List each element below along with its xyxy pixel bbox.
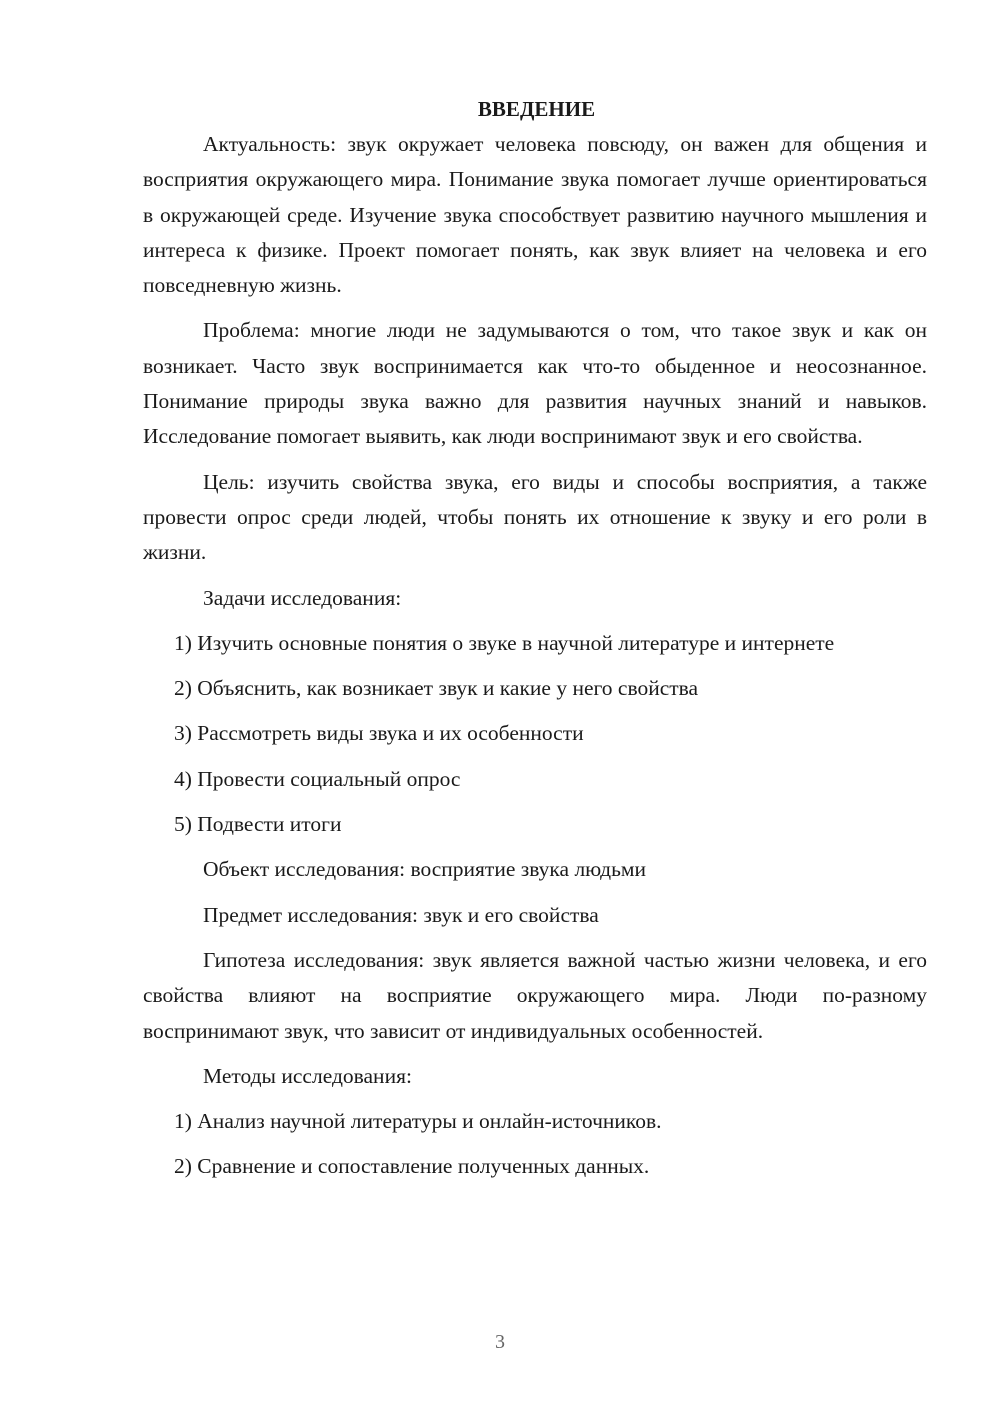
research-object: Объект исследования: восприятие звука людьми [203,857,647,882]
problem-paragraph: Проблема: многие люди не задумываются о том, что такое звук и как он возникает. Часто звук воспринимается как что-то обыденное и неосознанное. Понимание природы звука важно для развития научных знаний и навыков. Исследование помогает выявить, как люди воспринимают звук и его свойства. [143,318,927,449]
task-item-3: 3) Рассмотреть виды звука и их особенности [174,721,584,746]
goal-paragraph: Цель: изучить свойства звука, его виды и способы восприятия, а также провести опрос среди людей, чтобы понять их отношение к звуку и его роли в жизни. [143,469,927,565]
method-item-2: 2) Сравнение и сопоставление полученных данных. [174,1154,650,1179]
task-item-4: 4) Провести социальный опрос [174,766,461,791]
research-subject: Предмет исследования: звук и его свойства [203,902,599,927]
task-item-5: 5) Подвести итоги [174,812,342,837]
document-page [143,92,927,1185]
hypothesis-paragraph: Гипотеза исследования: звук является важной частью жизни человека, и его свойства влияют на восприятие окружающего мира. Люди по-разному воспринимают звук, что зависит от индивидуальных особенностей. [143,947,927,1043]
task-item-1: 1) Изучить основные понятия о звуке в научной литературе и интернете [174,630,835,655]
task-item-2: 2) Объяснить, как возникает звук и какие у него свойства [174,676,699,701]
section-title: ВВЕДЕНИЕ [477,97,596,121]
page-number: 3 [495,1331,505,1353]
relevance-paragraph: Актуальность: звук окружает человека повсюду, он важен для общения и восприятия окружающего мира. Понимание звука помогает лучше ориентироваться в окружающей среде. Изучение звука способствует развитию научного мышления и интереса к физике. Проект помогает понять, как звук влияет на человека и его повседневную жизнь. [143,132,927,298]
tasks-heading: Задачи исследования: [203,585,402,610]
methods-heading: Методы исследования: [203,1063,412,1088]
method-item-1: 1) Анализ научной литературы и онлайн-источников. [174,1109,662,1134]
